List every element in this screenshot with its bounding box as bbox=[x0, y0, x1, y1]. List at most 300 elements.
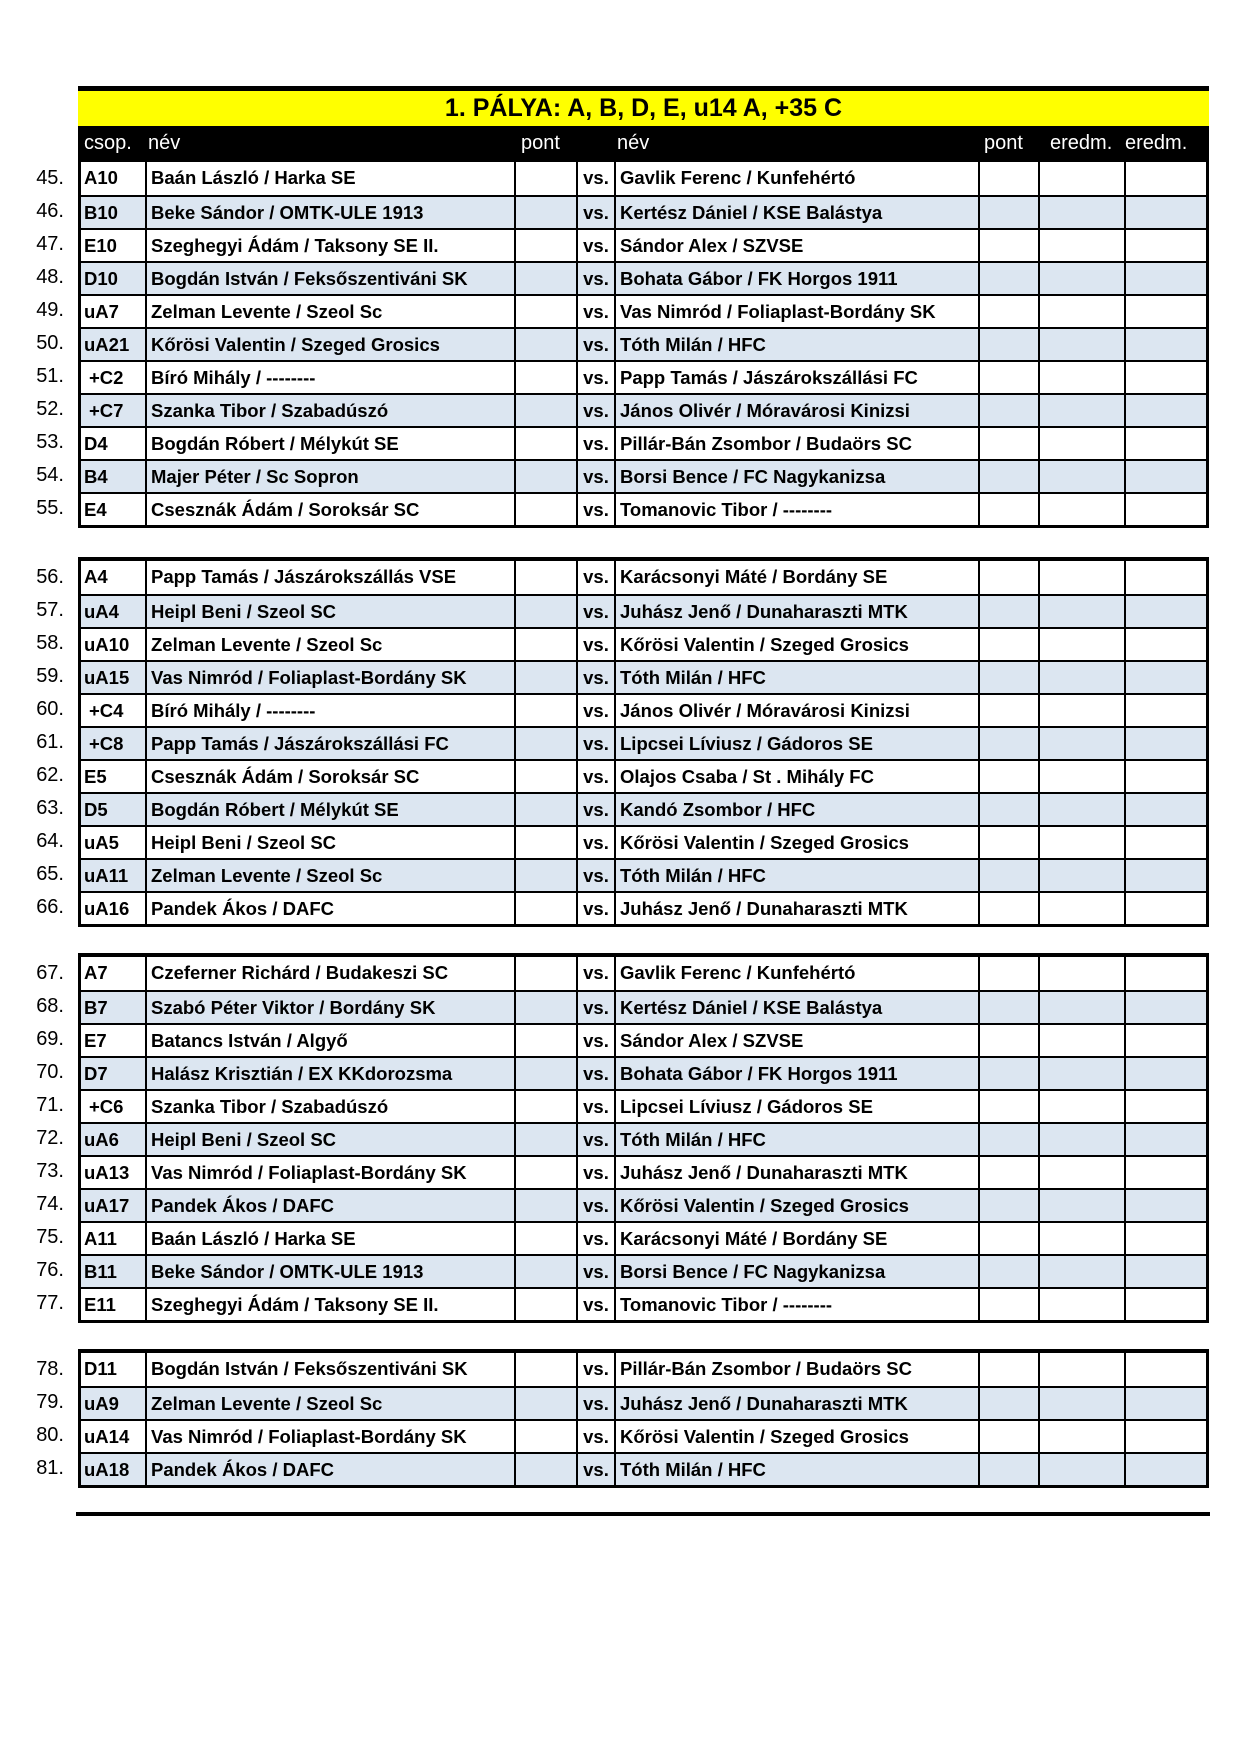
result-2-cell[interactable] bbox=[1124, 695, 1209, 726]
player-1: Heipl Beni / Szeol SC bbox=[145, 827, 514, 858]
points-1-cell[interactable] bbox=[514, 1388, 576, 1419]
group-code: uA5 bbox=[84, 832, 119, 853]
player-2: Gavlik Ferenc / Kunfehértó bbox=[614, 957, 978, 990]
result-1-cell[interactable] bbox=[1038, 1124, 1124, 1155]
result-1-cell[interactable] bbox=[1038, 893, 1124, 924]
result-1-cell[interactable] bbox=[1038, 695, 1124, 726]
player-1: Zelman Levente / Szeol Sc bbox=[145, 296, 514, 327]
result-2-cell[interactable] bbox=[1124, 1124, 1209, 1155]
result-1-cell[interactable] bbox=[1038, 1091, 1124, 1122]
vs-label: vs. bbox=[576, 827, 614, 858]
vs-label: vs. bbox=[576, 596, 614, 627]
player-1: Zelman Levente / Szeol Sc bbox=[145, 860, 514, 891]
player-2: Kőrösi Valentin / Szeged Grosics bbox=[614, 629, 978, 660]
player-1: Szanka Tibor / Szabadúszó bbox=[145, 395, 514, 426]
player-2: János Olivér / Móravárosi Kinizsi bbox=[614, 695, 978, 726]
result-2-cell[interactable] bbox=[1124, 629, 1209, 660]
group-code: D11 bbox=[84, 1358, 117, 1379]
result-1-cell[interactable] bbox=[1038, 263, 1124, 294]
table-row bbox=[81, 825, 1206, 858]
player-1: Beke Sándor / OMTK-ULE 1913 bbox=[145, 197, 514, 228]
result-1-cell[interactable] bbox=[1038, 230, 1124, 261]
group-code: uA21 bbox=[84, 334, 130, 355]
match-number: 76. bbox=[36, 1259, 64, 1281]
result-1-cell[interactable] bbox=[1038, 561, 1124, 594]
result-1-cell[interactable] bbox=[1038, 1388, 1124, 1419]
result-1-cell[interactable] bbox=[1038, 494, 1124, 525]
player-2: Lipcsei Líviusz / Gádoros SE bbox=[614, 1091, 978, 1122]
points-1-cell[interactable] bbox=[514, 794, 576, 825]
result-1-cell[interactable] bbox=[1038, 1190, 1124, 1221]
points-1-cell[interactable] bbox=[514, 596, 576, 627]
player-2: Lipcsei Líviusz / Gádoros SE bbox=[614, 728, 978, 759]
player-1: Csesznák Ádám / Soroksár SC bbox=[145, 494, 514, 525]
player-2: Tóth Milán / HFC bbox=[614, 662, 978, 693]
group-code: uA10 bbox=[84, 634, 130, 655]
points-2-cell[interactable] bbox=[978, 1289, 1038, 1320]
player-1: Szeghegyi Ádám / Taksony SE II. bbox=[145, 230, 514, 261]
points-1-cell[interactable] bbox=[514, 230, 576, 261]
player-2: Kőrösi Valentin / Szeged Grosics bbox=[614, 827, 978, 858]
points-1-cell[interactable] bbox=[514, 1058, 576, 1089]
player-2: Borsi Bence / FC Nagykanizsa bbox=[614, 1256, 978, 1287]
table-row bbox=[81, 1188, 1206, 1221]
table-row bbox=[81, 1089, 1206, 1122]
points-1-cell[interactable] bbox=[514, 197, 576, 228]
table-row bbox=[81, 228, 1206, 261]
points-2-cell[interactable] bbox=[978, 992, 1038, 1023]
player-1: Pandek Ákos / DAFC bbox=[145, 1190, 514, 1221]
points-1-cell[interactable] bbox=[514, 1091, 576, 1122]
points-1-cell[interactable] bbox=[514, 629, 576, 660]
points-1-cell[interactable] bbox=[514, 1157, 576, 1188]
points-2-cell[interactable] bbox=[978, 296, 1038, 327]
match-number: 51. bbox=[36, 365, 64, 387]
points-1-cell[interactable] bbox=[514, 561, 576, 594]
points-2-cell[interactable] bbox=[978, 728, 1038, 759]
match-number: 61. bbox=[36, 731, 64, 753]
group-code: uA17 bbox=[84, 1195, 130, 1216]
table-row bbox=[81, 759, 1206, 792]
group-code: uA4 bbox=[84, 601, 119, 622]
match-number: 47. bbox=[36, 233, 64, 255]
vs-label: vs. bbox=[576, 561, 614, 594]
result-2-cell[interactable] bbox=[1124, 296, 1209, 327]
result-1-cell[interactable] bbox=[1038, 329, 1124, 360]
player-1: Pandek Ákos / DAFC bbox=[145, 1454, 514, 1485]
header-points-2: pont bbox=[984, 132, 1023, 154]
vs-label: vs. bbox=[576, 761, 614, 792]
player-2: Juhász Jenő / Dunaharaszti MTK bbox=[614, 893, 978, 924]
table-row bbox=[81, 858, 1206, 891]
group-code: +C6 bbox=[89, 1096, 124, 1117]
table-row bbox=[81, 1287, 1206, 1320]
result-1-cell[interactable] bbox=[1038, 197, 1124, 228]
vs-label: vs. bbox=[576, 1421, 614, 1452]
match-number: 74. bbox=[36, 1193, 64, 1215]
result-2-cell[interactable] bbox=[1124, 494, 1209, 525]
player-1: Zelman Levente / Szeol Sc bbox=[145, 1388, 514, 1419]
result-1-cell[interactable] bbox=[1038, 461, 1124, 492]
result-2-cell[interactable] bbox=[1124, 461, 1209, 492]
group-code: uA9 bbox=[84, 1393, 119, 1414]
player-1: Czeferner Richárd / Budakeszi SC bbox=[145, 957, 514, 990]
points-1-cell[interactable] bbox=[514, 1223, 576, 1254]
group-code: +C4 bbox=[89, 700, 124, 721]
points-1-cell[interactable] bbox=[514, 362, 576, 393]
result-1-cell[interactable] bbox=[1038, 629, 1124, 660]
points-1-cell[interactable] bbox=[514, 992, 576, 1023]
vs-label: vs. bbox=[576, 296, 614, 327]
player-1: Baán László / Harka SE bbox=[145, 1223, 514, 1254]
points-2-cell[interactable] bbox=[978, 561, 1038, 594]
vs-label: vs. bbox=[576, 162, 614, 195]
vs-label: vs. bbox=[576, 230, 614, 261]
player-2: János Olivér / Móravárosi Kinizsi bbox=[614, 395, 978, 426]
vs-label: vs. bbox=[576, 1256, 614, 1287]
table-row bbox=[81, 1386, 1206, 1419]
result-2-cell[interactable] bbox=[1124, 893, 1209, 924]
match-number: 50. bbox=[36, 332, 64, 354]
match-number: 58. bbox=[36, 632, 64, 654]
group-code: uA18 bbox=[84, 1459, 130, 1480]
result-2-cell[interactable] bbox=[1124, 329, 1209, 360]
player-2: Pillár-Bán Zsombor / Budaörs SC bbox=[614, 428, 978, 459]
points-1-cell[interactable] bbox=[514, 1025, 576, 1056]
result-2-cell[interactable] bbox=[1124, 1190, 1209, 1221]
result-2-cell[interactable] bbox=[1124, 1091, 1209, 1122]
match-block bbox=[78, 557, 1209, 927]
points-1-cell[interactable] bbox=[514, 1289, 576, 1320]
points-2-cell[interactable] bbox=[978, 1421, 1038, 1452]
points-1-cell[interactable] bbox=[514, 1421, 576, 1452]
result-1-cell[interactable] bbox=[1038, 1256, 1124, 1287]
result-1-cell[interactable] bbox=[1038, 428, 1124, 459]
table-header bbox=[78, 126, 1209, 162]
table-row bbox=[81, 1056, 1206, 1089]
match-number: 81. bbox=[36, 1457, 64, 1479]
result-2-cell[interactable] bbox=[1124, 1157, 1209, 1188]
player-2: Olajos Csaba / St . Mihály FC bbox=[614, 761, 978, 792]
player-2: Bohata Gábor / FK Horgos 1911 bbox=[614, 263, 978, 294]
player-2: Sándor Alex / SZVSE bbox=[614, 230, 978, 261]
points-1-cell[interactable] bbox=[514, 329, 576, 360]
player-2: Pillár-Bán Zsombor / Budaörs SC bbox=[614, 1353, 978, 1386]
points-2-cell[interactable] bbox=[978, 1223, 1038, 1254]
result-1-cell[interactable] bbox=[1038, 1157, 1124, 1188]
player-1: Bíró Mihály / -------- bbox=[145, 695, 514, 726]
result-2-cell[interactable] bbox=[1124, 860, 1209, 891]
result-2-cell[interactable] bbox=[1124, 1223, 1209, 1254]
vs-label: vs. bbox=[576, 728, 614, 759]
player-1: Majer Péter / Sc Sopron bbox=[145, 461, 514, 492]
result-2-cell[interactable] bbox=[1124, 957, 1209, 990]
group-code: uA7 bbox=[84, 301, 119, 322]
result-2-cell[interactable] bbox=[1124, 428, 1209, 459]
points-1-cell[interactable] bbox=[514, 1124, 576, 1155]
result-1-cell[interactable] bbox=[1038, 957, 1124, 990]
vs-label: vs. bbox=[576, 1124, 614, 1155]
player-2: Tóth Milán / HFC bbox=[614, 329, 978, 360]
vs-label: vs. bbox=[576, 494, 614, 525]
bottom-rule bbox=[76, 1512, 1210, 1516]
points-2-cell[interactable] bbox=[978, 461, 1038, 492]
match-number: 73. bbox=[36, 1160, 64, 1182]
points-1-cell[interactable] bbox=[514, 461, 576, 492]
points-1-cell[interactable] bbox=[514, 860, 576, 891]
points-2-cell[interactable] bbox=[978, 794, 1038, 825]
player-2: Kertész Dániel / KSE Balástya bbox=[614, 992, 978, 1023]
points-2-cell[interactable] bbox=[978, 1124, 1038, 1155]
group-code: A10 bbox=[84, 167, 118, 188]
points-2-cell[interactable] bbox=[978, 1157, 1038, 1188]
points-2-cell[interactable] bbox=[978, 1091, 1038, 1122]
match-number: 59. bbox=[36, 665, 64, 687]
header-result-1: eredm. bbox=[1050, 132, 1113, 154]
player-1: Bíró Mihály / -------- bbox=[145, 362, 514, 393]
player-2: Juhász Jenő / Dunaharaszti MTK bbox=[614, 596, 978, 627]
group-code: +C2 bbox=[89, 367, 124, 388]
result-1-cell[interactable] bbox=[1038, 1454, 1124, 1485]
result-2-cell[interactable] bbox=[1124, 596, 1209, 627]
player-2: Juhász Jenő / Dunaharaszti MTK bbox=[614, 1388, 978, 1419]
result-1-cell[interactable] bbox=[1038, 1025, 1124, 1056]
result-2-cell[interactable] bbox=[1124, 263, 1209, 294]
player-2: Tóth Milán / HFC bbox=[614, 1454, 978, 1485]
result-1-cell[interactable] bbox=[1038, 794, 1124, 825]
points-1-cell[interactable] bbox=[514, 1353, 576, 1386]
vs-label: vs. bbox=[576, 662, 614, 693]
result-2-cell[interactable] bbox=[1124, 1388, 1209, 1419]
result-2-cell[interactable] bbox=[1124, 1058, 1209, 1089]
group-code: D4 bbox=[84, 433, 108, 454]
player-1: Batancs István / Algyő bbox=[145, 1025, 514, 1056]
group-code: D10 bbox=[84, 268, 118, 289]
result-1-cell[interactable] bbox=[1038, 362, 1124, 393]
group-code: A11 bbox=[84, 1228, 117, 1249]
points-2-cell[interactable] bbox=[978, 695, 1038, 726]
result-2-cell[interactable] bbox=[1124, 561, 1209, 594]
points-2-cell[interactable] bbox=[978, 197, 1038, 228]
match-number: 48. bbox=[36, 266, 64, 288]
result-2-cell[interactable] bbox=[1124, 1421, 1209, 1452]
vs-label: vs. bbox=[576, 860, 614, 891]
result-1-cell[interactable] bbox=[1038, 1058, 1124, 1089]
player-2: Tomanovic Tibor / -------- bbox=[614, 494, 978, 525]
result-2-cell[interactable] bbox=[1124, 395, 1209, 426]
points-1-cell[interactable] bbox=[514, 263, 576, 294]
points-1-cell[interactable] bbox=[514, 494, 576, 525]
group-code: A4 bbox=[84, 566, 108, 587]
result-1-cell[interactable] bbox=[1038, 1223, 1124, 1254]
result-1-cell[interactable] bbox=[1038, 596, 1124, 627]
result-2-cell[interactable] bbox=[1124, 162, 1209, 195]
match-number: 52. bbox=[36, 398, 64, 420]
group-code: B7 bbox=[84, 997, 108, 1018]
table-row bbox=[81, 360, 1206, 393]
player-2: Vas Nimród / Foliaplast-Bordány SK bbox=[614, 296, 978, 327]
points-2-cell[interactable] bbox=[978, 827, 1038, 858]
match-number: 80. bbox=[36, 1424, 64, 1446]
match-number: 77. bbox=[36, 1292, 64, 1314]
player-1: Baán László / Harka SE bbox=[145, 162, 514, 195]
table-row bbox=[81, 261, 1206, 294]
header-result-2: eredm. bbox=[1125, 132, 1188, 154]
points-2-cell[interactable] bbox=[978, 362, 1038, 393]
points-2-cell[interactable] bbox=[978, 1353, 1038, 1386]
table-row bbox=[81, 459, 1206, 492]
player-2: Kőrösi Valentin / Szeged Grosics bbox=[614, 1421, 978, 1452]
page-title: 1. PÁLYA: A, B, D, E, u14 A, +35 C bbox=[78, 86, 1209, 126]
points-2-cell[interactable] bbox=[978, 957, 1038, 990]
player-1: Heipl Beni / Szeol SC bbox=[145, 596, 514, 627]
match-number: 54. bbox=[36, 464, 64, 486]
group-code: E7 bbox=[84, 1030, 107, 1051]
vs-label: vs. bbox=[576, 695, 614, 726]
points-1-cell[interactable] bbox=[514, 827, 576, 858]
result-2-cell[interactable] bbox=[1124, 197, 1209, 228]
vs-label: vs. bbox=[576, 957, 614, 990]
group-code: D7 bbox=[84, 1063, 108, 1084]
result-2-cell[interactable] bbox=[1124, 1454, 1209, 1485]
points-1-cell[interactable] bbox=[514, 1256, 576, 1287]
match-number: 70. bbox=[36, 1061, 64, 1083]
match-number: 56. bbox=[36, 566, 64, 588]
points-1-cell[interactable] bbox=[514, 162, 576, 195]
result-2-cell[interactable] bbox=[1124, 662, 1209, 693]
result-1-cell[interactable] bbox=[1038, 1421, 1124, 1452]
header-name-1: név bbox=[148, 132, 181, 154]
player-2: Kőrösi Valentin / Szeged Grosics bbox=[614, 1190, 978, 1221]
player-1: Bogdán István / Feksőszentiváni SK bbox=[145, 263, 514, 294]
table-row bbox=[81, 195, 1206, 228]
table-row bbox=[81, 1122, 1206, 1155]
result-2-cell[interactable] bbox=[1124, 761, 1209, 792]
player-1: Bogdán István / Feksőszentiváni SK bbox=[145, 1353, 514, 1386]
points-1-cell[interactable] bbox=[514, 1454, 576, 1485]
result-1-cell[interactable] bbox=[1038, 662, 1124, 693]
match-block bbox=[78, 1349, 1209, 1488]
vs-label: vs. bbox=[576, 197, 614, 228]
result-2-cell[interactable] bbox=[1124, 992, 1209, 1023]
points-2-cell[interactable] bbox=[978, 1454, 1038, 1485]
result-2-cell[interactable] bbox=[1124, 1353, 1209, 1386]
result-2-cell[interactable] bbox=[1124, 827, 1209, 858]
points-2-cell[interactable] bbox=[978, 761, 1038, 792]
result-1-cell[interactable] bbox=[1038, 827, 1124, 858]
points-2-cell[interactable] bbox=[978, 162, 1038, 195]
points-2-cell[interactable] bbox=[978, 263, 1038, 294]
points-2-cell[interactable] bbox=[978, 428, 1038, 459]
result-1-cell[interactable] bbox=[1038, 761, 1124, 792]
result-2-cell[interactable] bbox=[1124, 728, 1209, 759]
header-points-1: pont bbox=[521, 132, 560, 154]
result-2-cell[interactable] bbox=[1124, 362, 1209, 393]
vs-label: vs. bbox=[576, 794, 614, 825]
header-group: csop. bbox=[84, 132, 132, 154]
vs-label: vs. bbox=[576, 461, 614, 492]
group-code: uA16 bbox=[84, 898, 130, 919]
match-number: 60. bbox=[36, 698, 64, 720]
result-1-cell[interactable] bbox=[1038, 162, 1124, 195]
player-1: Bogdán Róbert / Mélykút SE bbox=[145, 428, 514, 459]
result-1-cell[interactable] bbox=[1038, 728, 1124, 759]
points-1-cell[interactable] bbox=[514, 761, 576, 792]
table-row bbox=[81, 627, 1206, 660]
points-2-cell[interactable] bbox=[978, 893, 1038, 924]
result-1-cell[interactable] bbox=[1038, 1353, 1124, 1386]
points-2-cell[interactable] bbox=[978, 230, 1038, 261]
points-2-cell[interactable] bbox=[978, 395, 1038, 426]
match-number: 68. bbox=[36, 995, 64, 1017]
table-row bbox=[81, 693, 1206, 726]
points-2-cell[interactable] bbox=[978, 662, 1038, 693]
group-code: E4 bbox=[84, 499, 107, 520]
player-1: Beke Sándor / OMTK-ULE 1913 bbox=[145, 1256, 514, 1287]
result-2-cell[interactable] bbox=[1124, 1289, 1209, 1320]
points-2-cell[interactable] bbox=[978, 1190, 1038, 1221]
group-code: E5 bbox=[84, 766, 107, 787]
vs-label: vs. bbox=[576, 263, 614, 294]
points-1-cell[interactable] bbox=[514, 395, 576, 426]
result-2-cell[interactable] bbox=[1124, 794, 1209, 825]
result-1-cell[interactable] bbox=[1038, 992, 1124, 1023]
match-number: 63. bbox=[36, 797, 64, 819]
points-2-cell[interactable] bbox=[978, 860, 1038, 891]
points-2-cell[interactable] bbox=[978, 494, 1038, 525]
player-1: Szanka Tibor / Szabadúszó bbox=[145, 1091, 514, 1122]
vs-label: vs. bbox=[576, 1454, 614, 1485]
result-2-cell[interactable] bbox=[1124, 1256, 1209, 1287]
points-1-cell[interactable] bbox=[514, 662, 576, 693]
vs-label: vs. bbox=[576, 1091, 614, 1122]
points-1-cell[interactable] bbox=[514, 695, 576, 726]
points-2-cell[interactable] bbox=[978, 596, 1038, 627]
table-row bbox=[81, 957, 1206, 990]
player-2: Bohata Gábor / FK Horgos 1911 bbox=[614, 1058, 978, 1089]
points-2-cell[interactable] bbox=[978, 1388, 1038, 1419]
result-2-cell[interactable] bbox=[1124, 1025, 1209, 1056]
result-1-cell[interactable] bbox=[1038, 1289, 1124, 1320]
result-1-cell[interactable] bbox=[1038, 860, 1124, 891]
player-1: Vas Nimród / Foliaplast-Bordány SK bbox=[145, 1421, 514, 1452]
points-1-cell[interactable] bbox=[514, 728, 576, 759]
points-2-cell[interactable] bbox=[978, 329, 1038, 360]
group-code: uA15 bbox=[84, 667, 130, 688]
points-1-cell[interactable] bbox=[514, 957, 576, 990]
table-row bbox=[81, 162, 1206, 195]
points-1-cell[interactable] bbox=[514, 428, 576, 459]
group-code: E10 bbox=[84, 235, 117, 256]
player-2: Sándor Alex / SZVSE bbox=[614, 1025, 978, 1056]
points-1-cell[interactable] bbox=[514, 296, 576, 327]
points-1-cell[interactable] bbox=[514, 893, 576, 924]
points-2-cell[interactable] bbox=[978, 629, 1038, 660]
result-1-cell[interactable] bbox=[1038, 395, 1124, 426]
result-2-cell[interactable] bbox=[1124, 230, 1209, 261]
result-1-cell[interactable] bbox=[1038, 296, 1124, 327]
points-2-cell[interactable] bbox=[978, 1025, 1038, 1056]
group-code: A7 bbox=[84, 962, 108, 983]
table-row bbox=[81, 1221, 1206, 1254]
player-1: Kőrösi Valentin / Szeged Grosics bbox=[145, 329, 514, 360]
match-number: 55. bbox=[36, 497, 64, 519]
points-1-cell[interactable] bbox=[514, 1190, 576, 1221]
match-number: 53. bbox=[36, 431, 64, 453]
points-2-cell[interactable] bbox=[978, 1256, 1038, 1287]
points-2-cell[interactable] bbox=[978, 1058, 1038, 1089]
player-1: Vas Nimród / Foliaplast-Bordány SK bbox=[145, 662, 514, 693]
